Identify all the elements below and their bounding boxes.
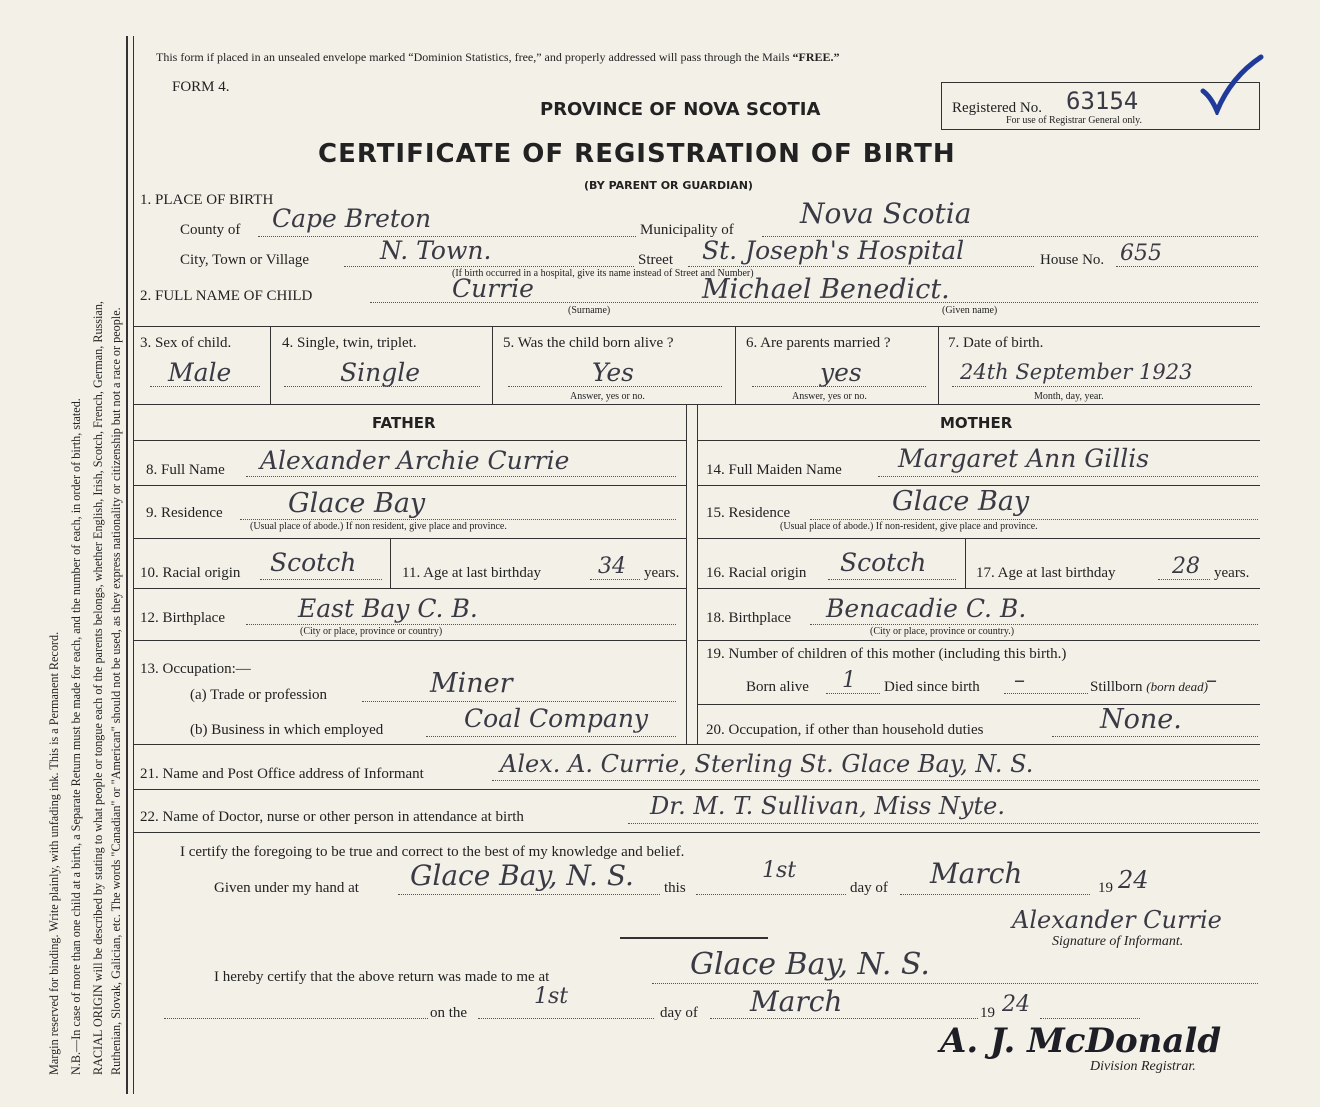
informant-label: 21. Name and Post Office address of Informant [140, 766, 424, 782]
city-value: N. Town. [380, 236, 492, 265]
informant-value: Alex. A. Currie, Sterling St. Glace Bay, N. S. [500, 750, 1034, 778]
form-number: FORM 4. [172, 79, 230, 95]
child-given-name: Michael Benedict. [702, 274, 950, 305]
certificate-subtitle: (BY PARENT OR GUARDIAN) [584, 179, 753, 192]
binding-rule [126, 36, 134, 1094]
born-alive-value: 1 [842, 668, 856, 693]
mother-children-label: 19. Number of children of this mother (including this birth.) [706, 646, 1067, 662]
registered-box [941, 82, 1260, 130]
mother-racial-value: Scotch [840, 548, 927, 577]
informant-signature-caption: Signature of Informant. [1052, 934, 1184, 949]
father-occupation-label: 13. Occupation:— [140, 661, 251, 677]
father-residence-caption: (Usual place of abode.) If non resident, give place and province. [250, 521, 507, 532]
father-racial-value: Scotch [270, 548, 357, 577]
given-year-value: 24 [1118, 866, 1149, 894]
registrar-signature-caption: Division Registrar. [1090, 1059, 1196, 1074]
given-day-of-label: day of [850, 880, 888, 896]
dob-value: 24th September 1923 [960, 360, 1193, 384]
registered-label: Registered No. [952, 100, 1042, 116]
checkmark-icon [1197, 51, 1267, 115]
sex-label: 3. Sex of child. [140, 335, 232, 351]
certify-statement: I certify the foregoing to be true and correct to the best of my knowledge and belief. [180, 844, 685, 860]
father-residence-label: 9. Residence [146, 505, 223, 521]
mother-age-value: 28 [1172, 554, 1200, 579]
mother-racial-label: 16. Racial origin [706, 565, 807, 581]
registrar-signature: A. J. McDonald [940, 1021, 1222, 1061]
married-value: yes [820, 358, 862, 387]
married-label: 6. Are parents married ? [746, 335, 891, 351]
margin-note-2: N.B.—In case of more than one child at a birth, a Separate Return must be made for each, and the number of each, in order of birth, stated. [69, 398, 83, 1075]
died-value: – [1014, 668, 1025, 693]
father-years-label: years. [644, 565, 680, 581]
child-name-label: 2. FULL NAME OF CHILD [140, 288, 313, 304]
registrar-note: For use of Registrar General only. [1006, 115, 1142, 126]
plurality-value: Single [340, 358, 421, 387]
father-age-value: 34 [598, 554, 626, 579]
father-birthplace-value: East Bay C. B. [298, 594, 478, 623]
alive-value: Yes [592, 358, 634, 387]
dob-caption: Month, day, year. [1034, 391, 1104, 402]
given-caption: (Given name) [942, 305, 998, 316]
mother-years-label: years. [1214, 565, 1250, 581]
father-residence-value: Glace Bay [288, 488, 426, 519]
born-alive-label: Born alive [746, 679, 809, 695]
on-the-label: on the [430, 1005, 468, 1021]
certificate-title: CERTIFICATE OF REGISTRATION OF BIRTH [318, 139, 956, 169]
father-birthplace-label: 12. Birthplace [140, 610, 225, 626]
died-label: Died since birth [884, 679, 980, 695]
registrar-year-value: 24 [1002, 992, 1030, 1017]
father-age-label: 11. Age at last birthday [402, 565, 541, 581]
given-month-value: March [930, 857, 1023, 890]
dob-label: 7. Date of birth. [948, 335, 1044, 351]
stillborn-label: Stillborn (born dead) [1090, 679, 1209, 695]
house-label: House No. [1040, 252, 1105, 268]
father-heading: FATHER [372, 414, 436, 432]
margin-note-1: Margin reserved for binding. Write plainly, with unfading ink. This is a Permanent Record. [47, 631, 61, 1075]
registered-number: 63154 [1066, 87, 1139, 115]
alive-caption: Answer, yes or no. [570, 391, 645, 402]
municipality-value: Nova Scotia [800, 197, 972, 230]
given-place-value: Glace Bay, N. S. [410, 859, 634, 892]
sex-value: Male [168, 358, 232, 387]
mother-birthplace-caption: (City or place, province or country.) [870, 626, 1015, 637]
registrar-statement: I hereby certify that the above return was made to me at [214, 969, 550, 985]
doctor-value: Dr. M. T. Sullivan, Miss Nyte. [650, 792, 1005, 820]
municipality-label: Municipality of [640, 222, 734, 238]
given-label: Given under my hand at [214, 880, 359, 896]
father-trade-value: Miner [430, 668, 513, 699]
registrar-year-prefix: 19 [980, 1005, 995, 1021]
alive-label: 5. Was the child born alive ? [503, 335, 674, 351]
this-label: this [664, 880, 686, 896]
mother-birthplace-label: 18. Birthplace [706, 610, 791, 626]
province-heading: PROVINCE OF NOVA SCOTIA [540, 99, 821, 120]
plurality-label: 4. Single, twin, triplet. [282, 335, 417, 351]
county-value: Cape Breton [272, 204, 432, 233]
section-divider [620, 937, 768, 939]
mother-residence-label: 15. Residence [706, 505, 791, 521]
father-name-label: 8. Full Name [146, 462, 225, 478]
street-value: St. Joseph's Hospital [702, 236, 965, 265]
married-caption: Answer, yes or no. [792, 391, 867, 402]
mother-residence-caption: (Usual place of abode.) If non-resident, give place and province. [780, 521, 1038, 532]
informant-signature: Alexander Currie [1012, 906, 1222, 934]
registrar-place-value: Glace Bay, N. S. [690, 947, 930, 982]
hospital-note: (If birth occurred in a hospital, give its name instead of Street and Number) [452, 268, 754, 279]
father-business-value: Coal Company [464, 704, 649, 733]
stillborn-value: – [1206, 668, 1217, 693]
city-label: City, Town or Village [180, 252, 310, 268]
street-label: Street [638, 252, 673, 268]
margin-note-4: Ruthenian, Slovak, Galician, etc. The words "Canadian" or "American" should not be used, as they express nationality or citizenship but not a race or people. [109, 307, 123, 1075]
doctor-label: 22. Name of Doctor, nurse or other person in attendance at birth [140, 809, 524, 825]
registrar-month-value: March [750, 985, 843, 1018]
given-day-value: 1st [762, 858, 797, 883]
father-racial-label: 10. Racial origin [140, 565, 241, 581]
mother-name-value: Margaret Ann Gillis [898, 444, 1150, 473]
mother-occupation-label: 20. Occupation, if other than household duties [706, 722, 984, 738]
father-name-value: Alexander Archie Currie [260, 446, 570, 475]
mother-occupation-value: None. [1100, 704, 1182, 735]
place-label: 1. PLACE OF BIRTH [140, 192, 274, 208]
mother-residence-value: Glace Bay [892, 486, 1030, 517]
father-trade-label: (a) Trade or profession [190, 687, 328, 703]
surname-caption: (Surname) [568, 305, 611, 316]
mail-notice: This form if placed in an unsealed envelope marked “Dominion Statistics, free,” and properly addressed will pass through the Mails “FREE.” [156, 50, 840, 64]
margin-note-3: RACIAL ORIGIN will be described by stating to what people or tongue each of the parents belongs, whether English, Irish, Scotch, French, German, Russian, [91, 301, 105, 1075]
mother-age-label: 17. Age at last birthday [976, 565, 1116, 581]
mother-name-label: 14. Full Maiden Name [706, 462, 842, 478]
county-label: County of [180, 222, 241, 238]
registrar-day-of-label: day of [660, 1005, 698, 1021]
father-business-label: (b) Business in which employed [190, 722, 384, 738]
registrar-day-value: 1st [534, 984, 569, 1009]
house-value: 655 [1120, 241, 1162, 266]
mother-birthplace-value: Benacadie C. B. [826, 594, 1027, 623]
mother-heading: MOTHER [940, 414, 1013, 432]
father-birthplace-caption: (City or place, province or country) [300, 626, 443, 637]
child-surname: Currie [452, 274, 534, 303]
given-year-prefix: 19 [1098, 880, 1113, 896]
